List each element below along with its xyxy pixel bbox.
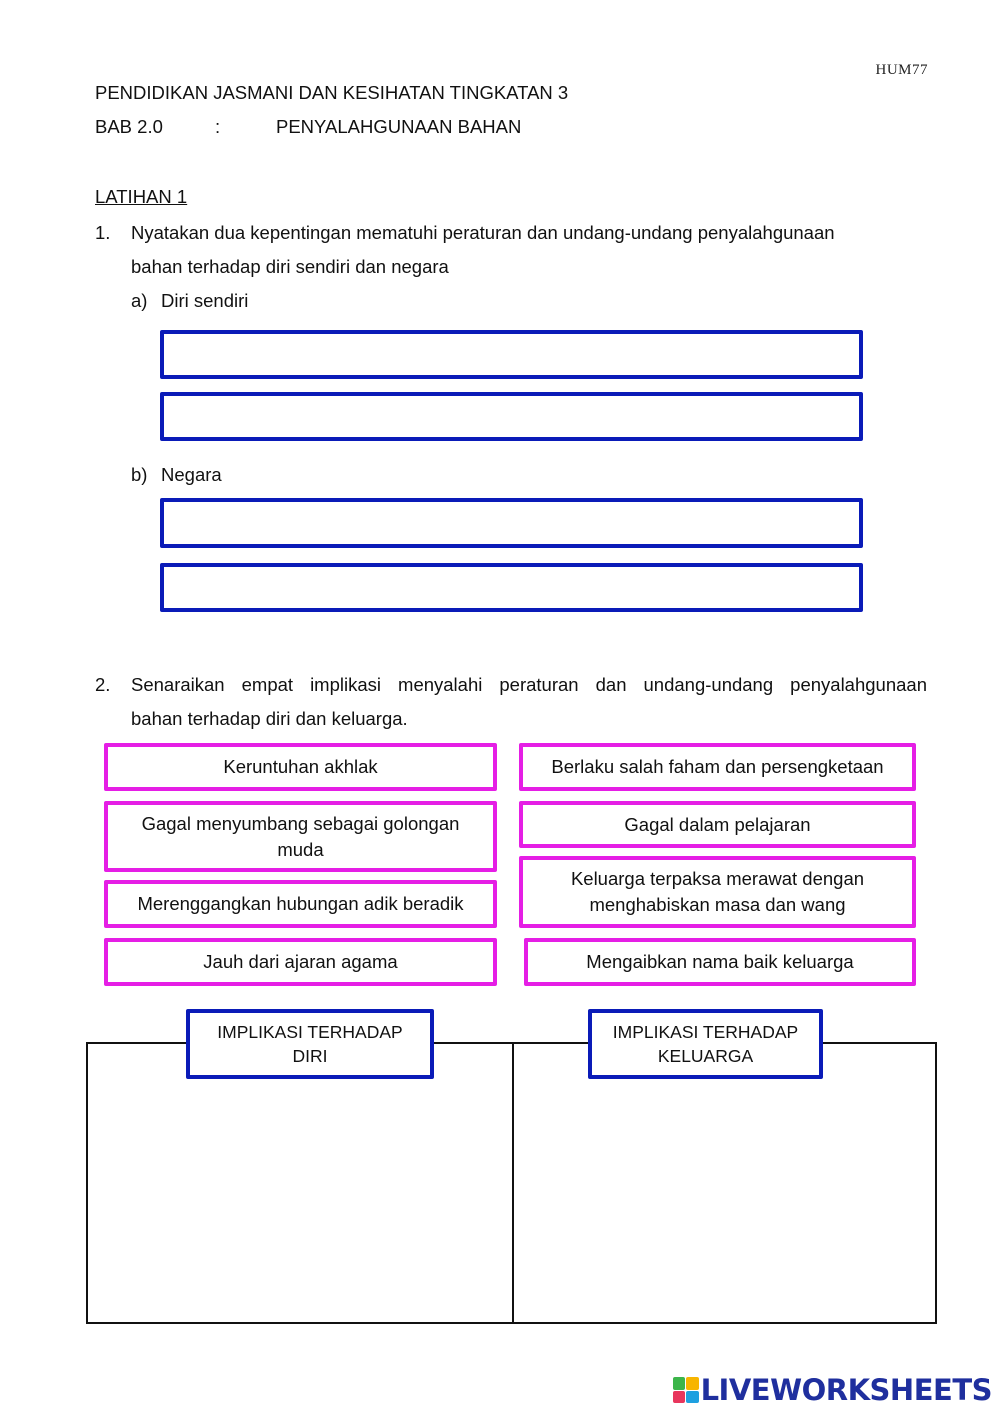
q1a-answer-input-2[interactable]: [160, 392, 863, 441]
q2-text-line2: bahan terhadap diri dan keluarga.: [131, 708, 408, 729]
q1b-text: Negara: [161, 464, 222, 485]
q1a-label: a): [131, 290, 148, 311]
q1-text-line2: bahan terhadap diri sendiri dan negara: [131, 256, 449, 277]
chapter-separator: :: [215, 116, 221, 137]
q1b-answer-input-1[interactable]: [160, 498, 863, 548]
q1a-answer-input-1[interactable]: [160, 330, 863, 379]
drag-card[interactable]: Gagal dalam pelajaran: [519, 801, 916, 848]
worksheet-code: HUM77: [875, 62, 928, 78]
drag-card[interactable]: Berlaku salah faham dan persengketaan: [519, 743, 916, 791]
category-label-keluarga: IMPLIKASI TERHADAP KELUARGA: [588, 1009, 823, 1079]
drag-card[interactable]: Keruntuhan akhlak: [104, 743, 497, 791]
liveworksheets-logo-text: LIVEWORKSHEETS: [700, 1373, 992, 1407]
chapter-label: BAB 2.0: [95, 116, 163, 137]
q1b-answer-input-2[interactable]: [160, 563, 863, 612]
q1a-text: Diri sendiri: [161, 290, 249, 311]
drag-card[interactable]: Merenggangkan hubungan adik beradik: [104, 880, 497, 928]
drop-table: [86, 1042, 937, 1324]
category-label-diri: IMPLIKASI TERHADAP DIRI: [186, 1009, 434, 1079]
liveworksheets-logo-icon: [673, 1377, 699, 1403]
drop-zone-keluarga[interactable]: [514, 1044, 935, 1322]
drag-card[interactable]: Mengaibkan nama baik keluarga: [524, 938, 916, 986]
q1-text-line1: Nyatakan dua kepentingan mematuhi peraturan dan undang-undang penyalahgunaan: [131, 222, 835, 243]
drag-card[interactable]: Keluarga terpaksa merawat dengan menghabiskan masa dan wang: [519, 856, 916, 928]
exercise-title: LATIHAN 1: [95, 186, 188, 207]
q2-number: 2.: [95, 674, 111, 695]
liveworksheets-logo: [673, 1373, 992, 1407]
chapter-title: PENYALAHGUNAAN BAHAN: [276, 116, 522, 137]
q1b-label: b): [131, 464, 148, 485]
q1-number: 1.: [95, 222, 111, 243]
drop-zone-diri[interactable]: [88, 1044, 512, 1322]
drag-card[interactable]: Jauh dari ajaran agama: [104, 938, 497, 986]
drag-card[interactable]: Gagal menyumbang sebagai golongan muda: [104, 801, 497, 872]
subject-title: PENDIDIKAN JASMANI DAN KESIHATAN TINGKATAN 3: [95, 82, 569, 103]
q2-text-line1: Senaraikan empat implikasi menyalahi peraturan dan undang-undang penyalahgunaan: [131, 674, 927, 695]
